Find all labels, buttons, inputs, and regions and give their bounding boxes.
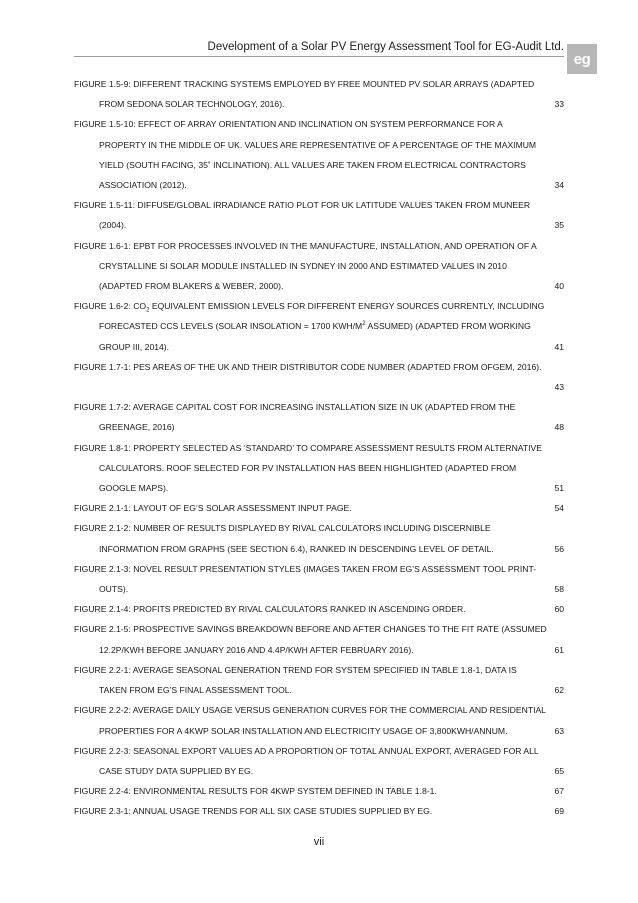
toc-entry-line bbox=[74, 619, 564, 639]
toc-entry-text bbox=[99, 276, 548, 296]
toc-entry-text bbox=[99, 761, 548, 781]
toc-entry-text bbox=[99, 478, 548, 498]
toc-entry-line bbox=[74, 539, 564, 559]
toc-entry-line bbox=[74, 721, 564, 741]
toc-text-run: FIGURE 2.2-1: AVERAGE SEASONAL GENERATION TREND FOR SYSTEM SPECIFIED IN TABLE 1.8-1, DATA IS bbox=[74, 664, 517, 675]
toc-text-run: FROM SEDONA SOLAR TECHNOLOGY, 2016). bbox=[99, 99, 285, 110]
toc-entry[interactable] bbox=[74, 357, 564, 397]
toc-entry[interactable] bbox=[74, 559, 564, 599]
toc-text-run: GROUP III, 2014). bbox=[99, 341, 170, 352]
toc-entry[interactable] bbox=[74, 195, 564, 235]
toc-entry-text bbox=[74, 296, 564, 316]
toc-entry[interactable] bbox=[74, 781, 564, 801]
toc-entry-line bbox=[74, 114, 564, 134]
toc-page-number: 48 bbox=[554, 422, 564, 433]
toc-page-number: 41 bbox=[554, 341, 564, 352]
eg-logo bbox=[567, 44, 597, 74]
toc-text-run: FIGURE 2.1-1: LAYOUT OF EG’S SOLAR ASSESSMENT INPUT PAGE. bbox=[74, 503, 352, 514]
toc-entry-text bbox=[99, 721, 548, 741]
toc-entry[interactable] bbox=[74, 599, 564, 619]
header-title: Development of a Solar PV Energy Assessment Tool for EG-Audit Ltd. bbox=[207, 41, 564, 53]
toc-entry-line bbox=[74, 236, 564, 256]
toc-entry[interactable] bbox=[74, 700, 564, 740]
toc-text-run: CALCULATORS. ROOF SELECTED FOR PV INSTALLATION HAS BEEN HIGHLIGHTED (ADAPTED FROM bbox=[99, 462, 517, 473]
toc-entry-line bbox=[74, 256, 564, 276]
toc-text-run: FIGURE 1.7-2: AVERAGE CAPITAL COST FOR INCREASING INSTALLATION SIZE IN UK (ADAPTED FROM THE bbox=[74, 402, 516, 413]
toc-entry-text bbox=[74, 741, 564, 761]
toc-entry-line bbox=[74, 135, 564, 155]
toc-page-number: 61 bbox=[554, 644, 564, 655]
toc-text-run: FIGURE 2.1-5: PROSPECTIVE SAVINGS BREAKDOWN BEFORE AND AFTER CHANGES TO THE FIT RATE (ASSUMED bbox=[74, 624, 547, 635]
toc-entry[interactable] bbox=[74, 296, 564, 357]
toc-page-number: 60 bbox=[554, 604, 564, 615]
toc-text-run: FIGURE 1.5-11: DIFFUSE/GLOBAL IRRADIANCE RATIO PLOT FOR UK LATITUDE VALUES TAKEN FROM MUNEER bbox=[74, 200, 531, 211]
toc-entry-line bbox=[74, 761, 564, 781]
toc-page-number: 54 bbox=[554, 503, 564, 514]
toc-text-run: FIGURE 2.2-3: SEASONAL EXPORT VALUES AD A PROPORTION OF TOTAL ANNUAL EXPORT, AVERAGED FOR ALL bbox=[74, 745, 539, 756]
toc-entry-text bbox=[99, 316, 564, 336]
toc-text-run: FIGURE 1.8-1: PROPERTY SELECTED AS ‘STANDARD’ TO COMPARE ASSESSMENT RESULTS FROM ALTERNATIVE bbox=[74, 442, 542, 453]
toc-entry-line bbox=[74, 74, 564, 94]
toc-entry-text bbox=[99, 175, 548, 195]
toc-entry-line bbox=[74, 518, 564, 538]
toc-text-run: (ADAPTED FROM BLAKERS & WEBER, 2000). bbox=[99, 281, 284, 292]
toc-text-run: ASSUMED) (ADAPTED FROM WORKING bbox=[365, 321, 531, 332]
toc-entry-text bbox=[74, 781, 548, 801]
toc-entry-line bbox=[74, 417, 564, 437]
toc-text-run: FIGURE 2.1-2: NUMBER OF RESULTS DISPLAYED BY RIVAL CALCULATORS INCLUDING DISCERNIBLE bbox=[74, 523, 491, 534]
toc-entry-text bbox=[74, 559, 564, 579]
toc-entry-line bbox=[74, 680, 564, 700]
toc-entry-text bbox=[74, 397, 564, 417]
toc-page-number: 40 bbox=[554, 281, 564, 292]
toc-entry[interactable] bbox=[74, 801, 564, 821]
toc-text-run: FIGURE 1.7-1: PES AREAS OF THE UK AND THEIR DISTRIBUTOR CODE NUMBER (ADAPTED FROM OFGEM, 2016). bbox=[74, 361, 542, 372]
toc-entry-line bbox=[74, 640, 564, 660]
superscript: 2 bbox=[362, 321, 366, 328]
toc-entry-line bbox=[74, 357, 564, 377]
toc-entry-line bbox=[74, 660, 564, 680]
toc-entry-line bbox=[74, 337, 564, 357]
toc-entry-text bbox=[74, 498, 548, 518]
toc-entry-text bbox=[99, 256, 564, 276]
toc-entry-text bbox=[74, 114, 564, 134]
toc-page-number: 33 bbox=[554, 99, 564, 110]
toc-text-run: FIGURE 2.1-4: PROFITS PREDICTED BY RIVAL CALCULATORS RANKED IN ASCENDING ORDER. bbox=[74, 604, 466, 615]
toc-page-number: 65 bbox=[554, 765, 564, 776]
toc-entry[interactable] bbox=[74, 518, 564, 558]
toc-entry-text bbox=[99, 135, 564, 155]
toc-entry-text bbox=[99, 215, 548, 235]
toc-entry-line bbox=[74, 559, 564, 579]
toc-entry-line bbox=[74, 195, 564, 215]
page-number: vii bbox=[313, 836, 325, 848]
toc-entry[interactable] bbox=[74, 74, 564, 114]
toc-entry-text bbox=[74, 619, 564, 639]
toc-page-number: 51 bbox=[554, 483, 564, 494]
eg-logo-text: eg bbox=[573, 50, 591, 68]
toc-entry-text bbox=[74, 438, 564, 458]
toc-text-run: FIGURE 1.6-2: CO bbox=[74, 301, 147, 312]
toc-entry-line bbox=[74, 700, 564, 720]
toc-entry-line bbox=[74, 498, 564, 518]
toc-entry-line bbox=[74, 781, 564, 801]
toc-text-run: OUTS). bbox=[99, 584, 129, 595]
toc-text-run: 12.2P/KWH BEFORE JANUARY 2016 AND 4.4P/KWH AFTER FEBRUARY 2016). bbox=[99, 644, 414, 655]
toc-text-run: INFORMATION FROM GRAPHS (SEE SECTION 6.4), RANKED IN DESCENDING LEVEL OF DETAIL. bbox=[99, 543, 494, 554]
toc-text-run: TAKEN FROM EG’S FINAL ASSESSMENT TOOL. bbox=[99, 685, 292, 696]
toc-page-number: 34 bbox=[554, 180, 564, 191]
toc-entry-line bbox=[74, 316, 564, 336]
toc-entry-text bbox=[99, 680, 548, 700]
toc-entry[interactable] bbox=[74, 741, 564, 781]
toc-page-number: 67 bbox=[554, 786, 564, 797]
toc-text-run: FIGURE 2.1-3: NOVEL RESULT PRESENTATION STYLES (IMAGES TAKEN FROM EG’S ASSESSMENT TOOL PRINT- bbox=[74, 563, 537, 574]
toc-entry[interactable] bbox=[74, 660, 564, 700]
toc-entry-line bbox=[74, 155, 564, 175]
toc-text-run: CASE STUDY DATA SUPPLIED BY EG. bbox=[99, 765, 254, 776]
toc-entry-text bbox=[74, 236, 564, 256]
toc-entry-text bbox=[74, 801, 548, 821]
toc-entry-text bbox=[74, 74, 564, 94]
toc-text-run: FIGURE 2.2-2: AVERAGE DAILY USAGE VERSUS GENERATION CURVES FOR THE COMMERCIAL AND RESIDENTIAL bbox=[74, 705, 546, 716]
toc-entry-text bbox=[99, 539, 548, 559]
toc-text-run: GOOGLE MAPS). bbox=[99, 483, 169, 494]
toc-text-run: PROPERTIES FOR A 4KWP SOLAR INSTALLATION AND ELECTRICITY USAGE OF 3,800KWH/ANNUM. bbox=[99, 725, 508, 736]
toc-page-number: 56 bbox=[554, 543, 564, 554]
toc-entry-text bbox=[74, 700, 564, 720]
toc-entry-line bbox=[74, 397, 564, 417]
toc-entry-text bbox=[74, 660, 564, 680]
toc-entry-line bbox=[74, 94, 564, 114]
toc-entry-line bbox=[74, 175, 564, 195]
toc-text-run: YIELD (SOUTH FACING, 35˚ INCLINATION). ALL VALUES ARE TAKEN FROM ELECTRICAL CONTRACTORS bbox=[99, 159, 526, 170]
toc-entry-text bbox=[99, 155, 564, 175]
toc-page-number: 35 bbox=[554, 220, 564, 231]
toc-text-run: CRYSTALLINE SI SOLAR MODULE INSTALLED IN SYDNEY IN 2000 AND ESTIMATED VALUES IN 2010 bbox=[99, 260, 507, 271]
toc-entry[interactable] bbox=[74, 438, 564, 499]
toc-text-run: FIGURE 1.6-1: EPBT FOR PROCESSES INVOLVED IN THE MANUFACTURE, INSTALLATION, AND OPERATION OF A bbox=[74, 240, 537, 251]
toc-entry-text bbox=[74, 357, 564, 377]
toc-page-number: 69 bbox=[554, 806, 564, 817]
toc-entry-text bbox=[99, 640, 548, 660]
toc-text-run: PROPERTY IN THE MIDDLE OF UK. VALUES ARE REPRESENTATIVE OF A PERCENTAGE OF THE MAXIMUM bbox=[99, 139, 537, 150]
toc-entry-line bbox=[74, 458, 564, 478]
toc-text-run: FIGURE 1.5-10: EFFECT OF ARRAY ORIENTATION AND INCLINATION ON SYSTEM PERFORMANCE FOR A bbox=[74, 119, 503, 130]
toc-text-run: (2004). bbox=[99, 220, 127, 231]
toc-text-run: FIGURE 1.5-9: DIFFERENT TRACKING SYSTEMS EMPLOYED BY FREE MOUNTED PV SOLAR ARRAYS (ADAPTED bbox=[74, 79, 535, 89]
toc-entry-text bbox=[99, 579, 548, 599]
toc-page-number: 43 bbox=[554, 382, 564, 393]
subscript: 2 bbox=[146, 307, 150, 314]
toc-page-number: 63 bbox=[554, 725, 564, 736]
toc-entry-line bbox=[74, 296, 564, 316]
header-rule bbox=[74, 56, 564, 57]
toc-entry-line bbox=[74, 478, 564, 498]
list-of-figures bbox=[74, 74, 564, 822]
toc-page-number: 58 bbox=[554, 584, 564, 595]
toc-entry-line bbox=[74, 215, 564, 235]
toc-entry[interactable] bbox=[74, 619, 564, 659]
toc-text-run: FIGURE 2.2-4: ENVIRONMENTAL RESULTS FOR 4KWP SYSTEM DEFINED IN TABLE 1.8-1. bbox=[74, 786, 437, 797]
toc-text-run: EQUIVALENT EMISSION LEVELS FOR DIFFERENT ENERGY SOURCES CURRENTLY, INCLUDING bbox=[149, 301, 545, 312]
toc-entry[interactable] bbox=[74, 236, 564, 297]
toc-page-number: 62 bbox=[554, 685, 564, 696]
toc-entry[interactable] bbox=[74, 397, 564, 437]
toc-entry-text bbox=[74, 195, 564, 215]
toc-text-run: GREENAGE, 2016) bbox=[99, 422, 175, 433]
toc-entry-text bbox=[99, 337, 548, 357]
toc-entry-line bbox=[74, 741, 564, 761]
toc-entry-text bbox=[99, 417, 548, 437]
toc-entry[interactable] bbox=[74, 114, 564, 195]
toc-entry-line bbox=[74, 579, 564, 599]
toc-entry-line bbox=[74, 438, 564, 458]
toc-entry-text bbox=[99, 94, 548, 114]
toc-text-run: FORECASTED CCS LEVELS (SOLAR INSOLATION = 1700 KWH/M bbox=[99, 321, 363, 332]
toc-entry-text bbox=[74, 518, 564, 538]
toc-entry[interactable] bbox=[74, 498, 564, 518]
toc-text-run: FIGURE 2.3-1: ANNUAL USAGE TRENDS FOR ALL SIX CASE STUDIES SUPPLIED BY EG. bbox=[74, 806, 433, 817]
toc-text-run: ASSOCIATION (2012). bbox=[99, 180, 187, 191]
toc-entry-text bbox=[99, 458, 564, 478]
toc-entry-line bbox=[74, 801, 564, 821]
toc-entry-line bbox=[74, 276, 564, 296]
toc-entry-line bbox=[74, 599, 564, 619]
toc-entry-text bbox=[74, 599, 548, 619]
